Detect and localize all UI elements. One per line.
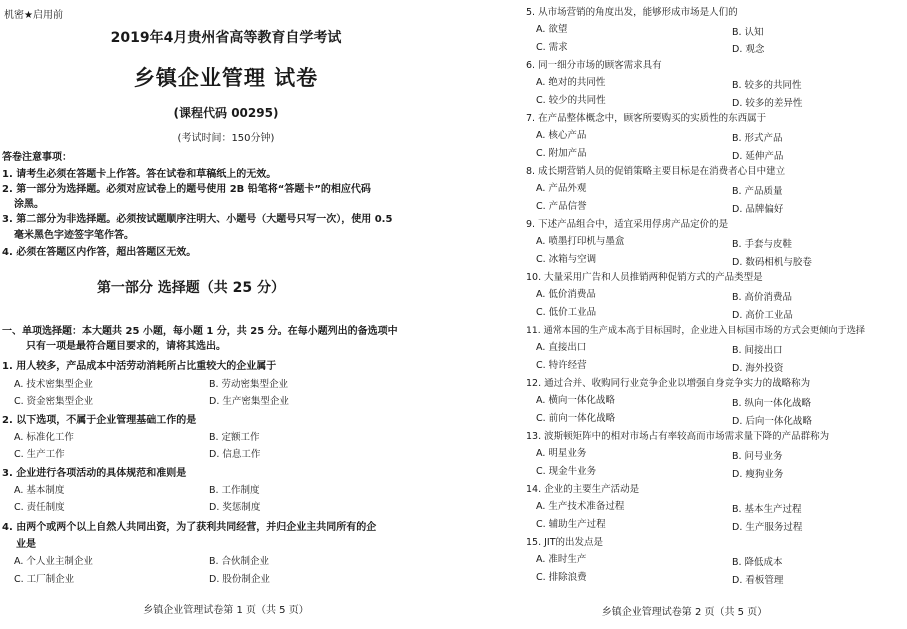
confidential-mark: 机密★启用前	[4, 10, 63, 21]
option-b: B. 问号业务	[732, 451, 783, 462]
option-b: B. 劳动密集型企业	[209, 379, 289, 390]
option-c: C. 特许经营	[536, 360, 587, 371]
option-d: D. 奖惩制度	[209, 502, 261, 513]
option-a: A. 产品外观	[536, 183, 587, 194]
option-b: B. 纵向一体化战略	[732, 398, 812, 409]
option-c: C. 生产工作	[14, 449, 65, 460]
option-a: A. 低价消费品	[536, 289, 596, 300]
option-d: D. 观念	[732, 44, 765, 55]
option-d: D. 生产服务过程	[732, 522, 803, 533]
option-c: C. 工厂制企业	[14, 574, 75, 585]
option-c: C. 低价工业品	[536, 307, 597, 318]
course-code: (课程代码 00295)	[173, 106, 279, 120]
note-line: 3. 第二部分为非选择题。必须按试题顺序注明大、小题号（大题号只写一次），使用 0.5	[2, 214, 393, 225]
question-stem: 4. 由两个或两个以上自然人共同出资，为了获利共同经营，并归企业主共同所有的企	[2, 522, 377, 533]
exam-page-2	[462, 0, 907, 629]
question-stem: 3. 企业进行各项活动的具体规范和准则是	[2, 468, 187, 479]
question-stem: 7. 在产品整体概念中，顾客所要购买的实质性的东西属于	[526, 113, 767, 124]
option-c: C. 较少的共同性	[536, 95, 606, 106]
question-stem: 6. 同一细分市场的顾客需求具有	[526, 60, 662, 71]
option-b: B. 形式产品	[732, 133, 783, 144]
option-c: C. 产品信誉	[536, 201, 587, 212]
question-stem: 12. 通过合并、收购同行业竞争企业以增强自身竞争实力的战略称为	[526, 378, 811, 389]
option-a: A. 核心产品	[536, 130, 587, 141]
option-a: A. 个人业主制企业	[14, 556, 93, 567]
note-line: 涂黑。	[14, 199, 44, 210]
question-stem: 15. JIT的出发点是	[526, 537, 604, 548]
option-c: C. 需求	[536, 42, 568, 53]
option-c: C. 附加产品	[536, 148, 587, 159]
option-d: D. 高价工业品	[732, 310, 793, 321]
section-intro: 只有一项是最符合题目要求的，请将其选出。	[26, 341, 226, 352]
option-a: A. 生产技术准备过程	[536, 501, 625, 512]
option-d: D. 瘦狗业务	[732, 469, 784, 480]
question-stem: 14. 企业的主要生产活动是	[526, 484, 640, 495]
question-stem: 11. 通常本国的生产成本高于目标国时，企业进入目标国市场的方式会更倾向于选择	[526, 325, 866, 336]
page-footer: 乡镇企业管理试卷第 1 页（共 5 页）	[143, 605, 309, 616]
option-a: A. 准时生产	[536, 554, 587, 565]
question-stem: 1. 用人较多，产品成本中活劳动消耗所占比重较大的企业属于	[2, 361, 277, 372]
note-line: 毫米黑色字迹签字笔作答。	[14, 230, 134, 241]
option-a: A. 横向一体化战略	[536, 395, 615, 406]
option-d: D. 后向一体化战略	[732, 416, 812, 427]
part-title: 第一部分 选择题（共 25 分）	[96, 280, 286, 296]
note-line: 1. 请考生必须在答题卡上作答。答在试卷和草稿纸上的无效。	[2, 169, 277, 180]
option-a: A. 基本制度	[14, 485, 65, 496]
option-a: A. 喷墨打印机与墨盒	[536, 236, 625, 247]
option-d: D. 延伸产品	[732, 151, 784, 162]
option-c: C. 冰箱与空调	[536, 254, 597, 265]
option-b: B. 较多的共同性	[732, 80, 802, 91]
option-c: C. 辅助生产过程	[536, 519, 606, 530]
option-d: D. 较多的差异性	[732, 98, 803, 109]
option-b: B. 合伙制企业	[209, 556, 270, 567]
notes-heading: 答卷注意事项：	[2, 152, 72, 163]
option-b: B. 定额工作	[209, 432, 260, 443]
exam-page-1	[0, 0, 452, 629]
option-b: B. 高价消费品	[732, 292, 793, 303]
note-line: 4. 必须在答题区内作答，超出答题区无效。	[2, 247, 197, 258]
note-line: 2. 第一部分为选择题。必须对应试卷上的题号使用 2B 铅笔将“答题卡”的相应代码	[2, 184, 371, 195]
option-d: D. 品牌偏好	[732, 204, 784, 215]
option-d: D. 股份制企业	[209, 574, 270, 585]
option-b: B. 降低成本	[732, 557, 783, 568]
option-a: A. 直接出口	[536, 342, 587, 353]
question-stem: 5. 从市场营销的角度出发，能够形成市场是人们的	[526, 7, 738, 18]
option-b: B. 工作制度	[209, 485, 260, 496]
option-c: C. 责任制度	[14, 502, 65, 513]
option-d: D. 海外投资	[732, 363, 784, 374]
option-c: C. 现金牛业务	[536, 466, 597, 477]
option-b: B. 产品质量	[732, 186, 783, 197]
question-stem: 8. 成长期营销人员的促销策略主要目标是在消费者心目中建立	[526, 166, 786, 177]
option-b: B. 认知	[732, 27, 764, 38]
page-footer: 乡镇企业管理试卷第 2 页（共 5 页）	[601, 607, 768, 618]
option-c: C. 前向一体化战略	[536, 413, 616, 424]
option-a: A. 标准化工作	[14, 432, 74, 443]
option-c: C. 资金密集型企业	[14, 396, 94, 407]
exam-time: (考试时间：150分钟)	[177, 133, 275, 144]
option-a: A. 欲望	[536, 24, 568, 35]
question-stem: 9. 下述产品组合中，适宜采用俘虏产品定价的是	[526, 219, 729, 230]
question-stem: 2. 以下选项，不属于企业管理基础工作的是	[2, 415, 197, 426]
option-c: C. 排除浪费	[536, 572, 587, 583]
option-d: D. 数码相机与胶卷	[732, 257, 812, 268]
option-a: A. 技术密集型企业	[14, 379, 93, 390]
exam-year-title: 2019年4月贵州省高等教育自学考试	[110, 30, 342, 46]
section-intro: 一、单项选择题：本大题共 25 小题，每小题 1 分，共 25 分。在每小题列出的备选项中	[2, 326, 398, 337]
option-b: B. 手套与皮鞋	[732, 239, 793, 250]
option-d: D. 生产密集型企业	[209, 396, 289, 407]
option-a: A. 绝对的共同性	[536, 77, 606, 88]
option-d: D. 信息工作	[209, 449, 261, 460]
option-d: D. 看板管理	[732, 575, 784, 586]
option-b: B. 间接出口	[732, 345, 783, 356]
paper-title: 乡镇企业管理 试卷	[133, 66, 319, 90]
question-stem-continued: 业是	[16, 539, 36, 550]
question-stem: 13. 波斯顿矩阵中的相对市场占有率较高而市场需求量下降的产品群称为	[526, 431, 830, 442]
question-stem: 10. 大量采用广告和人员推销两种促销方式的产品类型是	[526, 272, 763, 283]
option-a: A. 明星业务	[536, 448, 587, 459]
option-b: B. 基本生产过程	[732, 504, 802, 515]
